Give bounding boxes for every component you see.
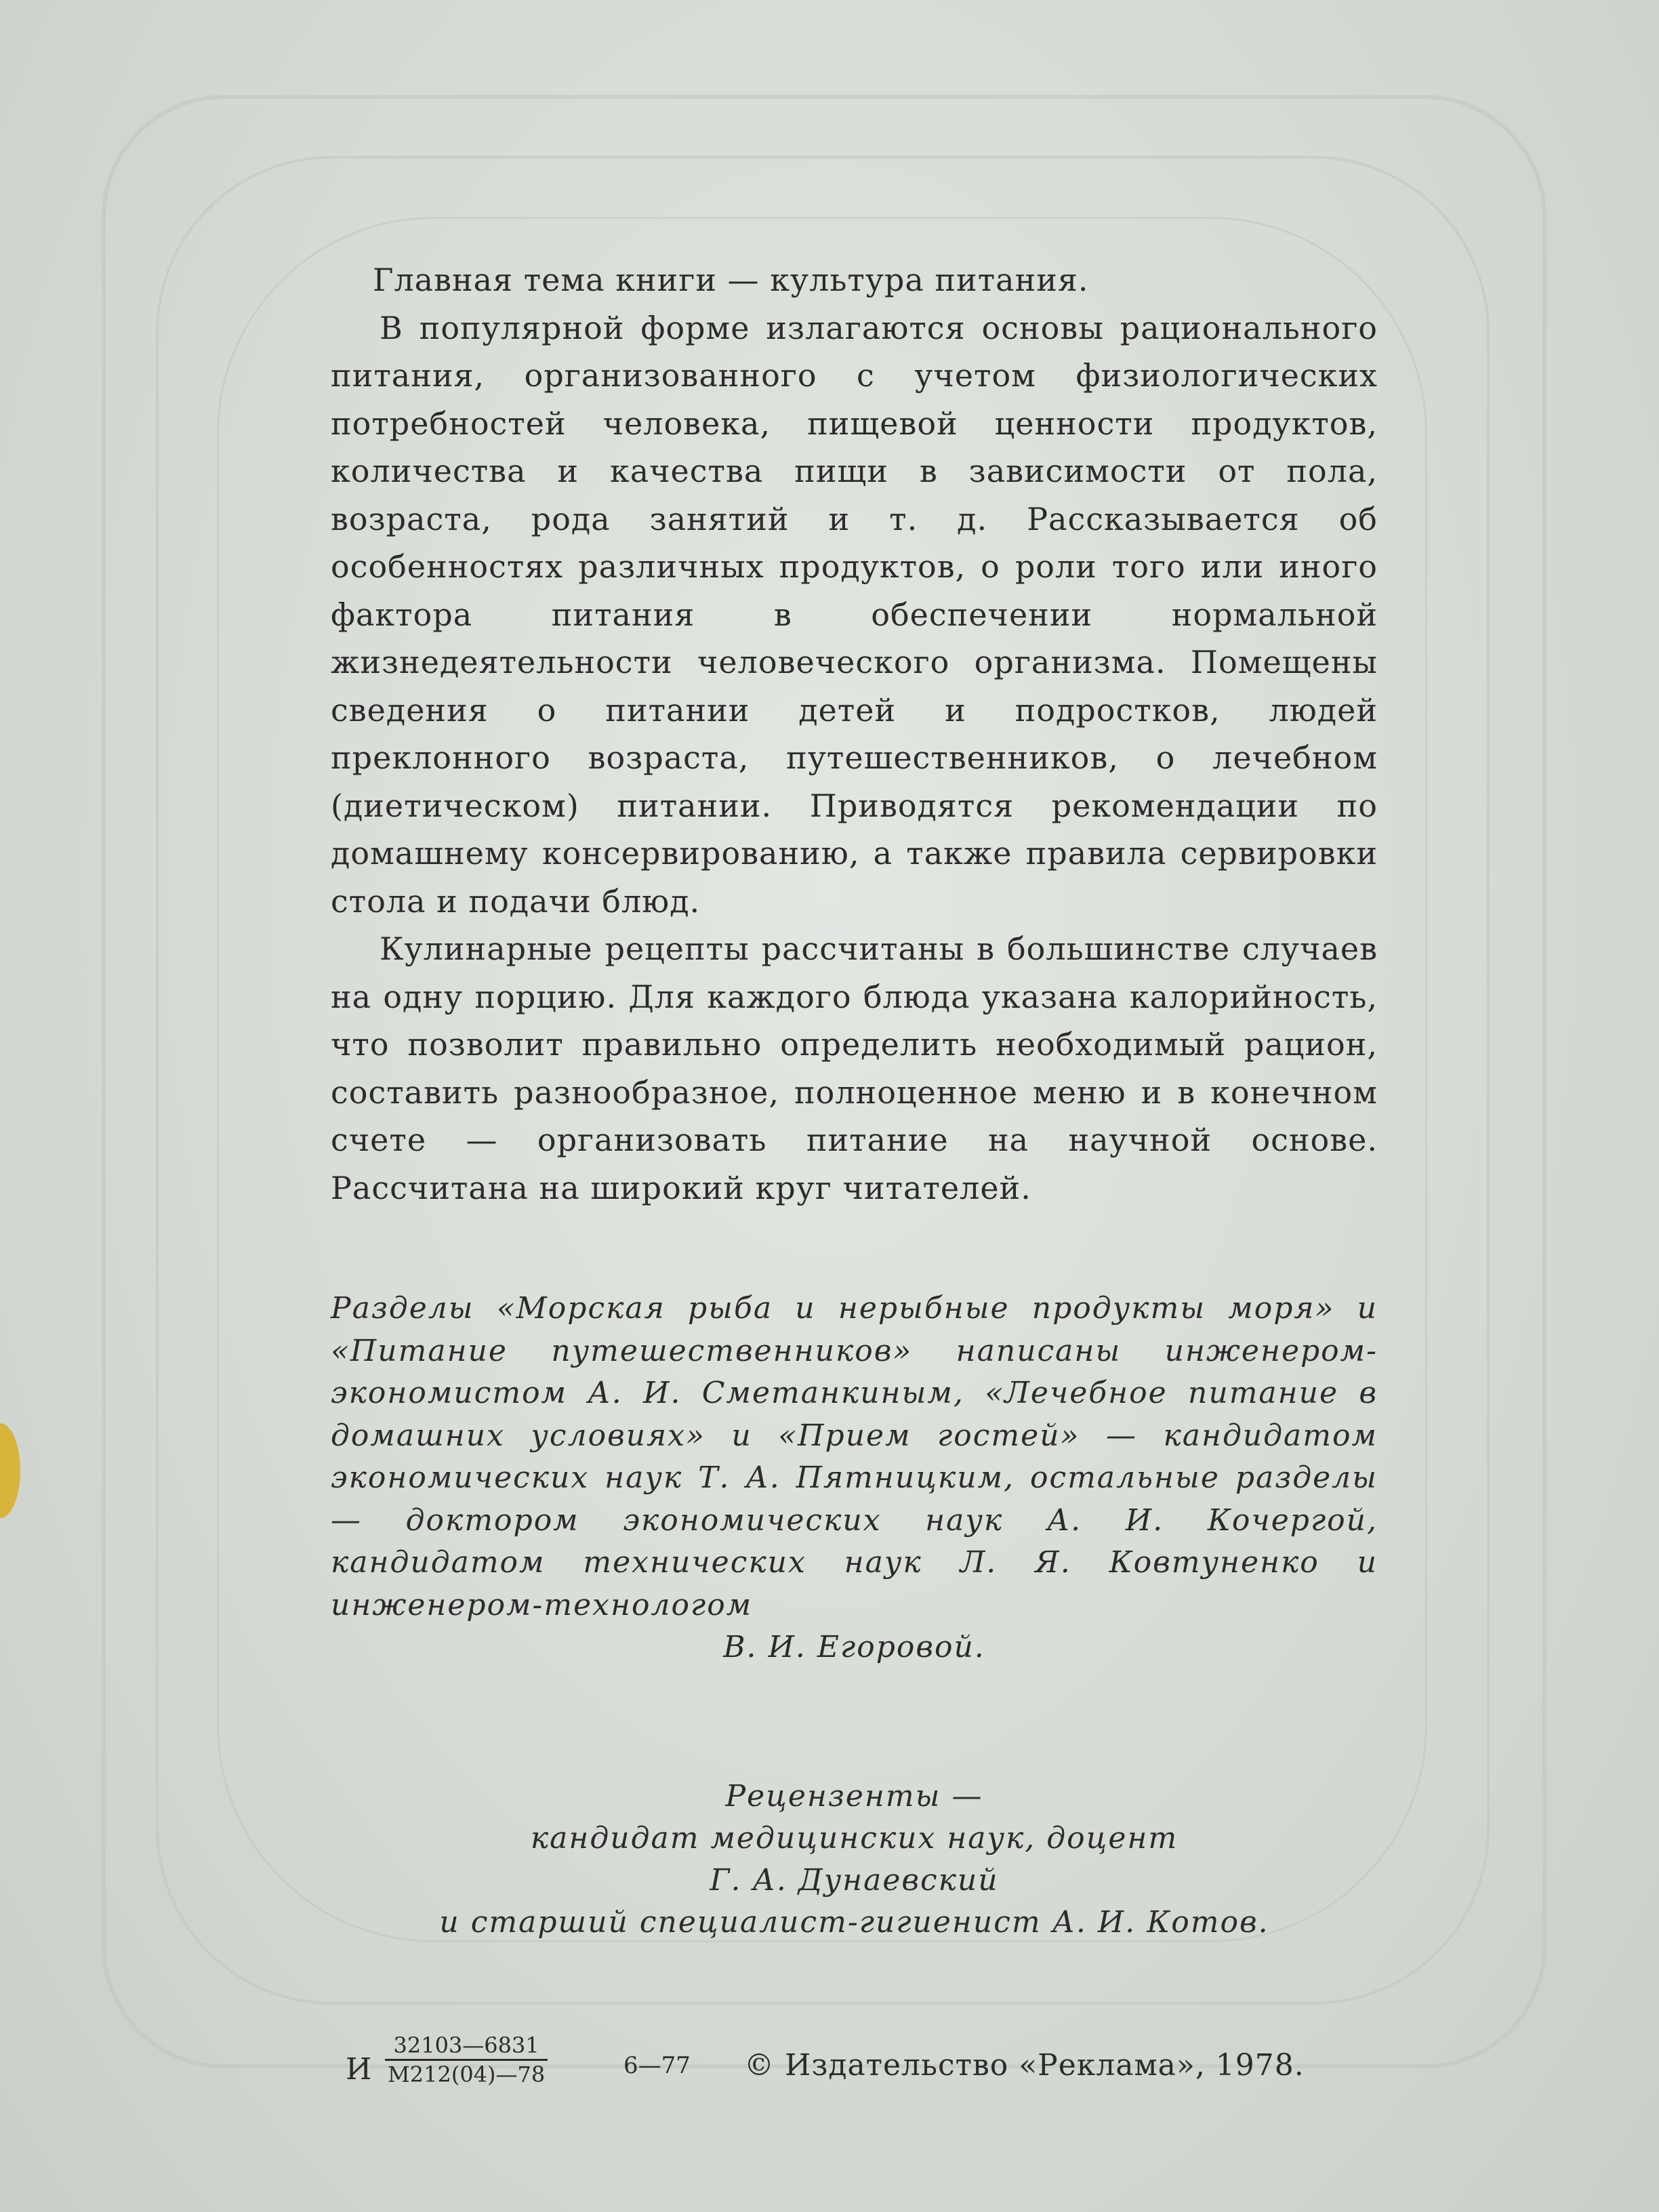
annotation-paragraph-2: В популярной форме излагаются основы рационального питания, организованного с учетом физиологических потребностей человека, пищевой ценности продуктов, количества и качества пищи в зависимости от пола, возраста, рода занятий и т. д. Рассказывается об особенностях различных продуктов, о роли того или иного фактора питания в обеспечении нормальной жизнедеятельности человеческого организма. Помещены сведения о питании детей и подростков, людей преклонного возраста, путешественников, о лечебном (диетическом) питании. Приводятся рекомендации по домашнему консервированию, а также правила сервировки стола и подачи блюд. bbox=[331, 309, 1378, 920]
imprint-prefix: И bbox=[346, 2052, 372, 2087]
reviewers-heading: Рецензенты — bbox=[725, 1779, 983, 1814]
imprint-denominator: М212(04)—78 bbox=[388, 2062, 546, 2087]
reviewers-line-3: и старший специалист-гигиенист А. И. Котов. bbox=[439, 1905, 1269, 1940]
authors-note-last-line: В. И. Егоровой. bbox=[723, 1630, 985, 1664]
imprint-code: 6—77 bbox=[623, 2052, 691, 2079]
imprint-copyright: © Издательство «Реклама», 1978. bbox=[744, 2048, 1305, 2083]
annotation-paragraph-3: Кулинарные рецепты рассчитаны в большинстве случаев на одну порцию. Для каждого блюда указана калорийность, что позволит правильно определить необходимый рацион, составить разнообразное, полноценное меню и в конечном счете — организовать питание на научной основе. Рассчитана на широкий круг читателей. bbox=[331, 930, 1378, 1206]
authors-note-text: Разделы «Морская рыба и нерыбные продукты моря» и «Питание путешественников» написаны инженером-экономистом А. И. Сметанкиным, «Лечебное питание в домашних условиях» и «Прием гостей» — кандидатом экономических наук Т. А. Пятницким, остальные разделы — доктором экономических наук А. И. Кочергой, кандидатом технических наук Л. Я. Ковтуненко и инженером-технологом bbox=[331, 1291, 1378, 1622]
page-edge-stain bbox=[0, 1423, 20, 1518]
annotation-paragraph-1: Главная тема книги — культура питания. bbox=[373, 262, 1089, 298]
imprint-index-fraction bbox=[385, 2032, 548, 2088]
reviewers-block bbox=[331, 1776, 1378, 1944]
annotation-text bbox=[331, 256, 1378, 1212]
publisher-imprint bbox=[346, 2026, 1376, 2108]
imprint-numerator: 32103—6831 bbox=[385, 2032, 548, 2061]
reviewers-line-2: Г. А. Дунаевский bbox=[710, 1863, 999, 1898]
authors-note bbox=[331, 1288, 1378, 1669]
reviewers-line-1: кандидат медицинских наук, доцент bbox=[530, 1821, 1179, 1856]
